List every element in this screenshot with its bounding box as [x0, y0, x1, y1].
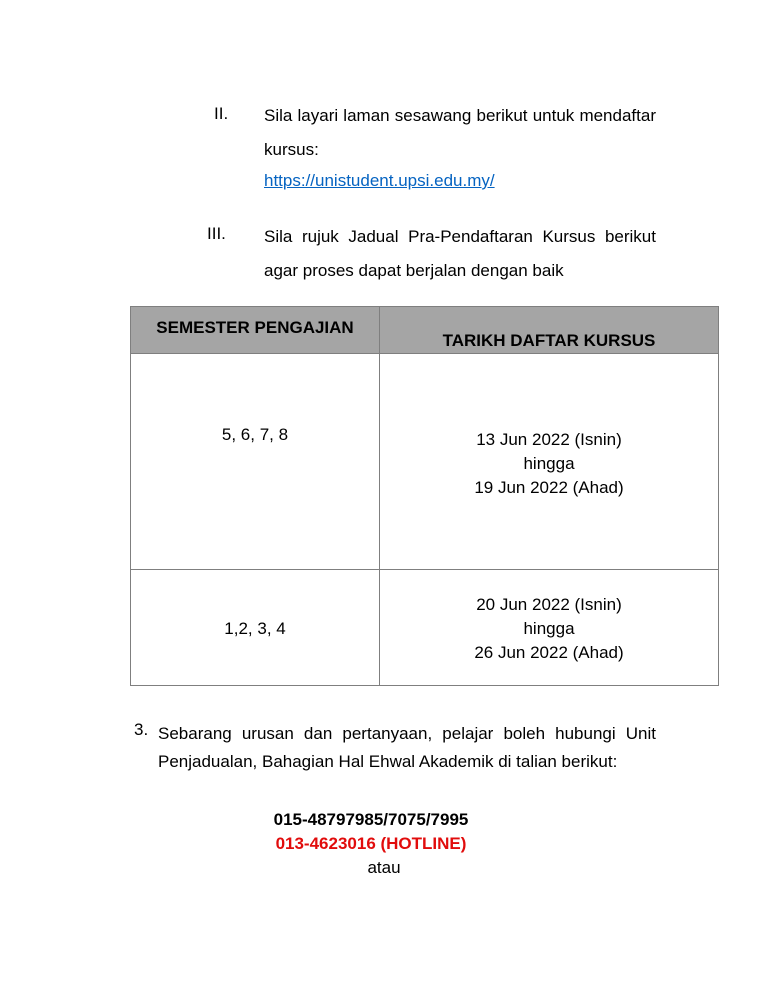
- roman-numeral-ii: II.: [214, 104, 229, 123]
- date-connector: hingga: [523, 619, 575, 638]
- date-end: 19 Jun 2022 (Ahad): [474, 478, 624, 497]
- item-ii-line2: kursus:: [264, 140, 319, 159]
- header-semester: [131, 307, 380, 354]
- paragraph-3-line2: Penjadualan, Bahagian Hal Ehwal Akademik di talian berikut:: [158, 752, 618, 771]
- roman-numeral-iii: III.: [207, 224, 226, 243]
- contact-block: [0, 808, 768, 880]
- item-iii-text: [264, 220, 656, 288]
- registration-schedule-table: [130, 306, 719, 686]
- item-ii-line1: Sila layari laman sesawang berikut untuk mendaftar: [264, 106, 656, 125]
- date-cell: [380, 570, 719, 686]
- header-semester-label: SEMESTER PENGAJIAN: [156, 318, 354, 337]
- date-start: 13 Jun 2022 (Isnin): [476, 430, 622, 449]
- table-row: [131, 354, 719, 570]
- item-iii-line1: Sila rujuk Jadual Pra-Pendaftaran Kursus berikut: [264, 227, 656, 246]
- date-end: 26 Jun 2022 (Ahad): [474, 643, 624, 662]
- date-range: [380, 354, 718, 500]
- header-date-label: TARIKH DAFTAR KURSUS: [442, 331, 656, 350]
- semester-cell: [131, 354, 380, 570]
- item-iii-line2: agar proses dapat berjalan dengan baik: [264, 261, 564, 280]
- item-ii-text: [264, 99, 656, 198]
- contact-phone-numbers: 015-48797985/7075/7995: [273, 810, 469, 829]
- date-start: 20 Jun 2022 (Isnin): [476, 595, 622, 614]
- table-row: [131, 570, 719, 686]
- header-date: [380, 307, 719, 354]
- date-cell: [380, 354, 719, 570]
- paragraph-3-text: [158, 720, 656, 776]
- contact-or-text: atau: [367, 858, 401, 877]
- date-connector: hingga: [523, 454, 575, 473]
- contact-hotline: 013-4623016 (HOTLINE): [275, 834, 467, 853]
- paragraph-number: 3.: [134, 720, 149, 739]
- unistudent-link[interactable]: https://unistudent.upsi.edu.my/: [264, 171, 495, 190]
- table-header-row: [131, 307, 719, 354]
- semester-value: 1,2, 3, 4: [224, 619, 286, 638]
- date-range: [380, 570, 718, 665]
- paragraph-3-line1: Sebarang urusan dan pertanyaan, pelajar boleh hubungi Unit: [158, 724, 656, 743]
- semester-value: 5, 6, 7, 8: [221, 425, 289, 444]
- semester-cell: [131, 570, 380, 686]
